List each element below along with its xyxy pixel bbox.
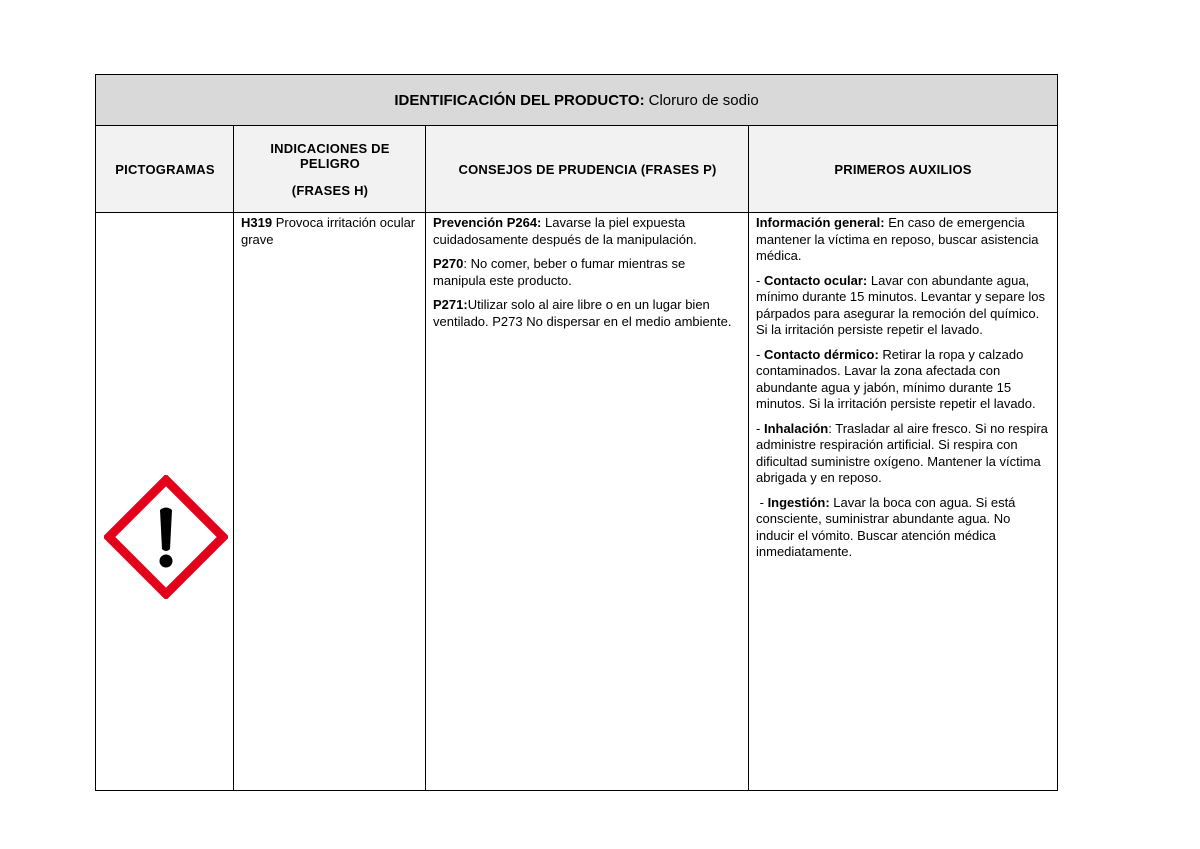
precaution-item <box>433 297 741 330</box>
header-consejos-text: CONSEJOS DE PRUDENCIA (FRASES P) <box>458 161 717 177</box>
precaution-text: : No comer, beber o fumar mientras se manipula este producto. <box>433 256 686 288</box>
header-pictogramas-text: PICTOGRAMAS <box>115 161 215 177</box>
header-consejos <box>426 126 749 212</box>
column-header-row <box>96 126 1057 213</box>
precaution-text: Utilizar solo al aire libre o en un lugar bien ventilado. P273 No dispersar en el medio ambiente. <box>433 297 732 329</box>
header-indicaciones <box>234 126 426 212</box>
header-auxilios <box>749 126 1057 212</box>
first-aid-item <box>756 215 1050 265</box>
precaution-item <box>433 215 741 248</box>
first-aid-item <box>756 421 1050 487</box>
precaution-item <box>433 256 741 289</box>
product-name: Cloruro de sodio <box>648 91 759 109</box>
first-aid-prefix: - <box>756 494 768 510</box>
first-aid-text: Lavar con abundante agua, mínimo durante 15 minutos. Levantar y separe los párpados para asegurar la remoción del químico. Si la irritación persiste repetir el lavado. <box>756 272 1046 337</box>
precaution-code: Prevención P264: <box>433 215 542 230</box>
hazard-statement <box>241 215 418 248</box>
header-indicaciones-line3: (FRASES H) <box>291 182 369 198</box>
first-aid-text: : Trasladar al aire fresco. Si no respira administre respiración artificial. Si respira con dificultad suministre oxígeno. Mantener la víctima abrigada y en reposo. <box>756 420 1048 485</box>
precaution-text: Lavarse la piel expuesta cuidadosamente después de la manipulación. <box>433 215 697 247</box>
first-aid-text: En caso de emergencia mantener la víctima en reposo, buscar asistencia médica. <box>756 215 1039 263</box>
precaution-code: P271: <box>433 297 468 312</box>
hazard-statement-cell <box>234 213 425 258</box>
first-aid-text: Retirar la ropa y calzado contaminados. Lavar la zona afectada con abundante agua y jabón, mínimo durante 15 minutos. Si la irritación persiste repetir el lavado. <box>756 346 1036 411</box>
first-aid-label: Inhalación <box>763 420 829 436</box>
product-identification-label: IDENTIFICACIÓN DEL PRODUCTO: <box>394 91 645 109</box>
header-auxilios-text: PRIMEROS AUXILIOS <box>834 161 972 177</box>
first-aid-item <box>756 273 1050 339</box>
safety-data-table <box>95 74 1058 791</box>
first-aid-prefix: - <box>756 420 764 436</box>
header-indicaciones-line2: PELIGRO <box>300 155 360 171</box>
first-aid-label: Información general: <box>756 215 885 230</box>
first-aid-label: Contacto ocular: <box>763 272 868 288</box>
header-indicaciones-line1: INDICACIONES DE <box>270 140 390 156</box>
first-aid-prefix: - <box>756 272 764 288</box>
product-identification-row <box>96 75 1057 126</box>
hazard-text: Provoca irritación ocular grave <box>241 215 416 247</box>
first-aid-text: Lavar la boca con agua. Si está consciente, suministrar abundante agua. No inducir el vómito. Buscar atención médica inmediatamente. <box>756 494 1016 559</box>
first-aid-label: Ingestión: <box>767 494 830 510</box>
header-pictogramas <box>96 126 234 212</box>
precaution-code: P270 <box>433 256 464 271</box>
ghs-exclamation-mark-icon <box>104 475 228 599</box>
first-aid-prefix: - <box>756 346 764 362</box>
pictogram-cell <box>96 213 233 789</box>
first-aid-item <box>756 495 1050 561</box>
first-aid-cell <box>749 213 1057 571</box>
precaution-cell <box>426 213 748 340</box>
first-aid-label: Contacto dérmico: <box>763 346 879 362</box>
hazard-code: H319 <box>241 215 273 230</box>
first-aid-item <box>756 347 1050 413</box>
